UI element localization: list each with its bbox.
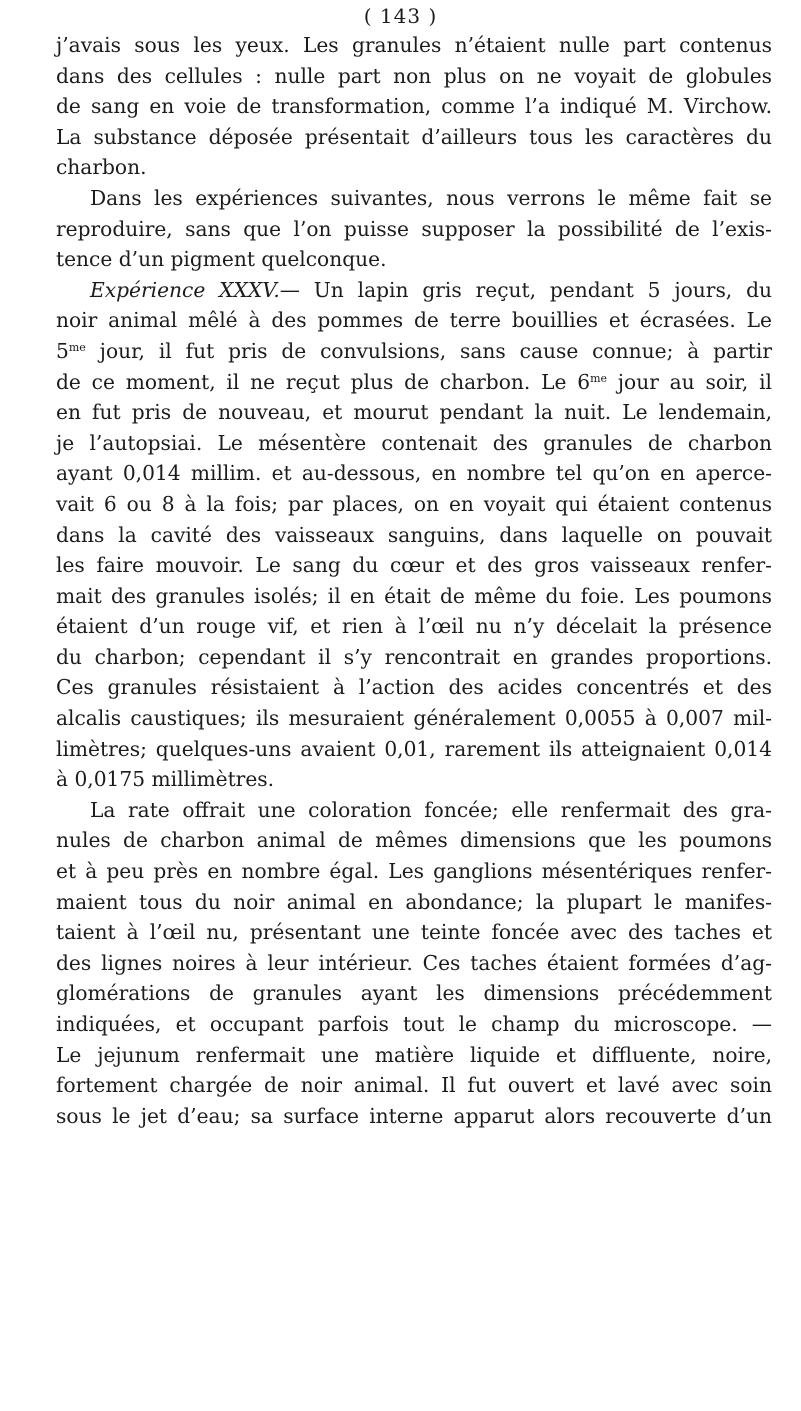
text-line: noir animal mêlé à des pommes de terre bouillies et écrasées. Le [56, 308, 772, 333]
text-fragment: de ce moment, il ne reçut plus de charbon. Le [56, 369, 578, 394]
text-line [56, 336, 772, 367]
text-line: alcalis caustiques; ils mesuraient généralement 0,0055 à 0,007 mil- [56, 706, 772, 731]
text-fragment: jour au soir, il [607, 369, 772, 394]
text-fragment: jour, il fut pris de convulsions, sans cause connue; à partir [85, 338, 772, 363]
text-line: La rate offrait une coloration foncée; elle renfermait des gra- [90, 797, 772, 822]
experiment-title: Expérience XXXV. [90, 277, 280, 302]
ordinal-number: 5 [56, 338, 69, 363]
text-line: nules de charbon animal de mêmes dimensions que les poumons [56, 828, 772, 853]
text-line: dans des cellules : nulle part non plus on ne voyait de globules [56, 63, 772, 88]
text-line: maient tous du noir animal en abondance; la plupart le manifes- [56, 889, 772, 914]
text-line: charbon. [56, 155, 147, 180]
text-line: mait des granules isolés; il en était de même du foie. Les poumons [56, 583, 772, 608]
page-number: ( 143 ) [363, 4, 438, 28]
ordinal-suffix: me [590, 371, 608, 385]
text-line: Le jejunum renfermait une matière liquide et diffluente, noire, [56, 1042, 772, 1067]
text-line: vait 6 ou 8 à la fois; par places, on en voyait qui étaient contenus [56, 491, 772, 516]
text-line [56, 275, 772, 306]
text-line: du charbon; cependant il s’y rencontrait en grandes proportions. [56, 644, 772, 669]
text-line: j’avais sous les yeux. Les granules n’étaient nulle part contenus [56, 33, 772, 57]
text-line: Ces granules résistaient à l’action des acides concentrés et des [56, 675, 772, 700]
text-line: Dans les expériences suivantes, nous verrons le même fait se [90, 185, 772, 210]
text-line: dans la cavité des vaisseaux sanguins, dans laquelle on pouvait [56, 522, 772, 547]
text-line: étaient d’un rouge vif, et rien à l’œil nu n’y décelait la présence [56, 614, 772, 639]
text-line: des lignes noires à leur intérieur. Ces taches étaient formées d’ag- [56, 950, 772, 975]
text-line: reproduire, sans que l’on puisse supposer la possibilité de l’exis- [56, 216, 772, 241]
body-text [56, 30, 772, 1131]
text-line: ayant 0,014 millim. et au-dessous, en nombre tel qu’on en aperce- [56, 461, 772, 486]
text-line: sous le jet d’eau; sa surface interne apparut alors recouverte d’un [56, 1103, 772, 1128]
text-line: et à peu près en nombre égal. Les ganglions mésentériques renfer- [56, 859, 772, 884]
text-line: indiquées, et occupant parfois tout le champ du microscope. — [56, 1012, 772, 1036]
text-line: taient à l’œil nu, présentant une teinte foncée avec des taches et [56, 920, 772, 945]
ordinal-number: 6 [577, 369, 591, 394]
ordinal-suffix: me [68, 340, 86, 354]
text-line: de sang en voie de transformation, comme l’a indiqué M. Virchow. [56, 94, 772, 119]
text-line: les faire mouvoir. Le sang du cœur et des gros vaisseaux renfer- [56, 553, 772, 578]
text-line: en fut pris de nouveau, et mourut pendant la nuit. Le lendemain, [56, 400, 772, 425]
text-line [56, 367, 772, 398]
text-line: fortement chargée de noir animal. Il fut ouvert et lavé avec soin [56, 1073, 772, 1098]
text-line: La substance déposée présentait d’ailleurs tous les caractères du [56, 124, 772, 149]
text-line: à 0,0175 millimètres. [56, 767, 275, 792]
text-line: tence d’un pigment quelconque. [56, 247, 387, 272]
text-fragment: — Un lapin gris reçut, pendant 5 jours, du [279, 277, 772, 302]
text-line: glomérations de granules ayant les dimensions précédemment [56, 981, 772, 1006]
text-line: limètres; quelques-uns avaient 0,01, rarement ils atteignaient 0,014 [56, 736, 772, 761]
text-line: je l’autopsiai. Le mésentère contenait des granules de charbon [56, 430, 772, 455]
